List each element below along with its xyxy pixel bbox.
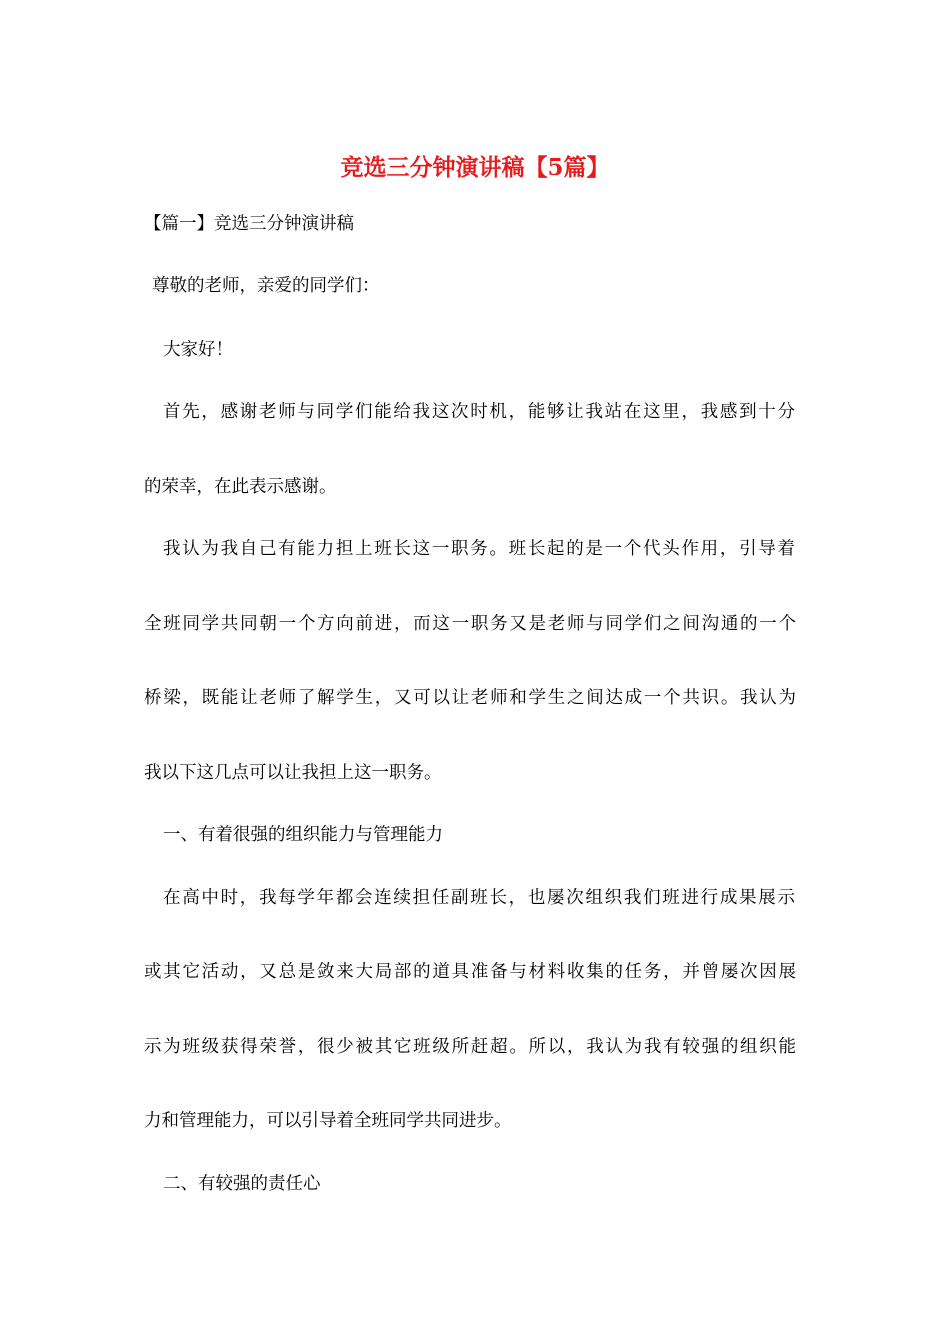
paragraph-line: 在高中时，我每学年都会连续担任副班长，也屡次组织我们班进行成果展示 <box>163 888 795 908</box>
paragraph-line: 首先，感谢老师与同学们能给我这次时机，能够让我站在这里，我感到十分 <box>163 402 795 422</box>
paragraph-line: 桥梁，既能让老师了解学生，又可以让老师和学生之间达成一个共识。我认为 <box>144 688 796 708</box>
paragraph-line: 我认为我自己有能力担上班长这一职务。班长起的是一个代头作用，引导着 <box>163 539 795 559</box>
subheading: 一、有着很强的组织能力与管理能力 <box>163 825 443 845</box>
paragraph-line: 示为班级获得荣誉，很少被其它班级所赶超。所以，我认为我有较强的组织能 <box>144 1037 796 1057</box>
paragraph-line: 力和管理能力，可以引导着全班同学共同进步。 <box>144 1111 512 1131</box>
salutation: 尊敬的老师，亲爱的同学们： <box>152 276 380 296</box>
document-title: 竞选三分钟演讲稿【5篇】 <box>340 154 610 181</box>
paragraph-line: 或其它活动，又总是敛来大局部的道具准备与材料收集的任务，并曾屡次因展 <box>144 962 796 982</box>
paragraph-line: 全班同学共同朝一个方向前进，而这一职务又是老师与同学们之间沟通的一个 <box>144 614 796 634</box>
subheading: 二、有较强的责任心 <box>163 1174 321 1194</box>
greeting: 大家好！ <box>163 340 233 360</box>
paragraph-line: 我以下这几点可以让我担上这一职务。 <box>144 763 442 783</box>
section-heading: 【篇一】竞选三分钟演讲稿 <box>144 214 354 234</box>
paragraph-line: 的荣幸，在此表示感谢。 <box>144 477 337 497</box>
